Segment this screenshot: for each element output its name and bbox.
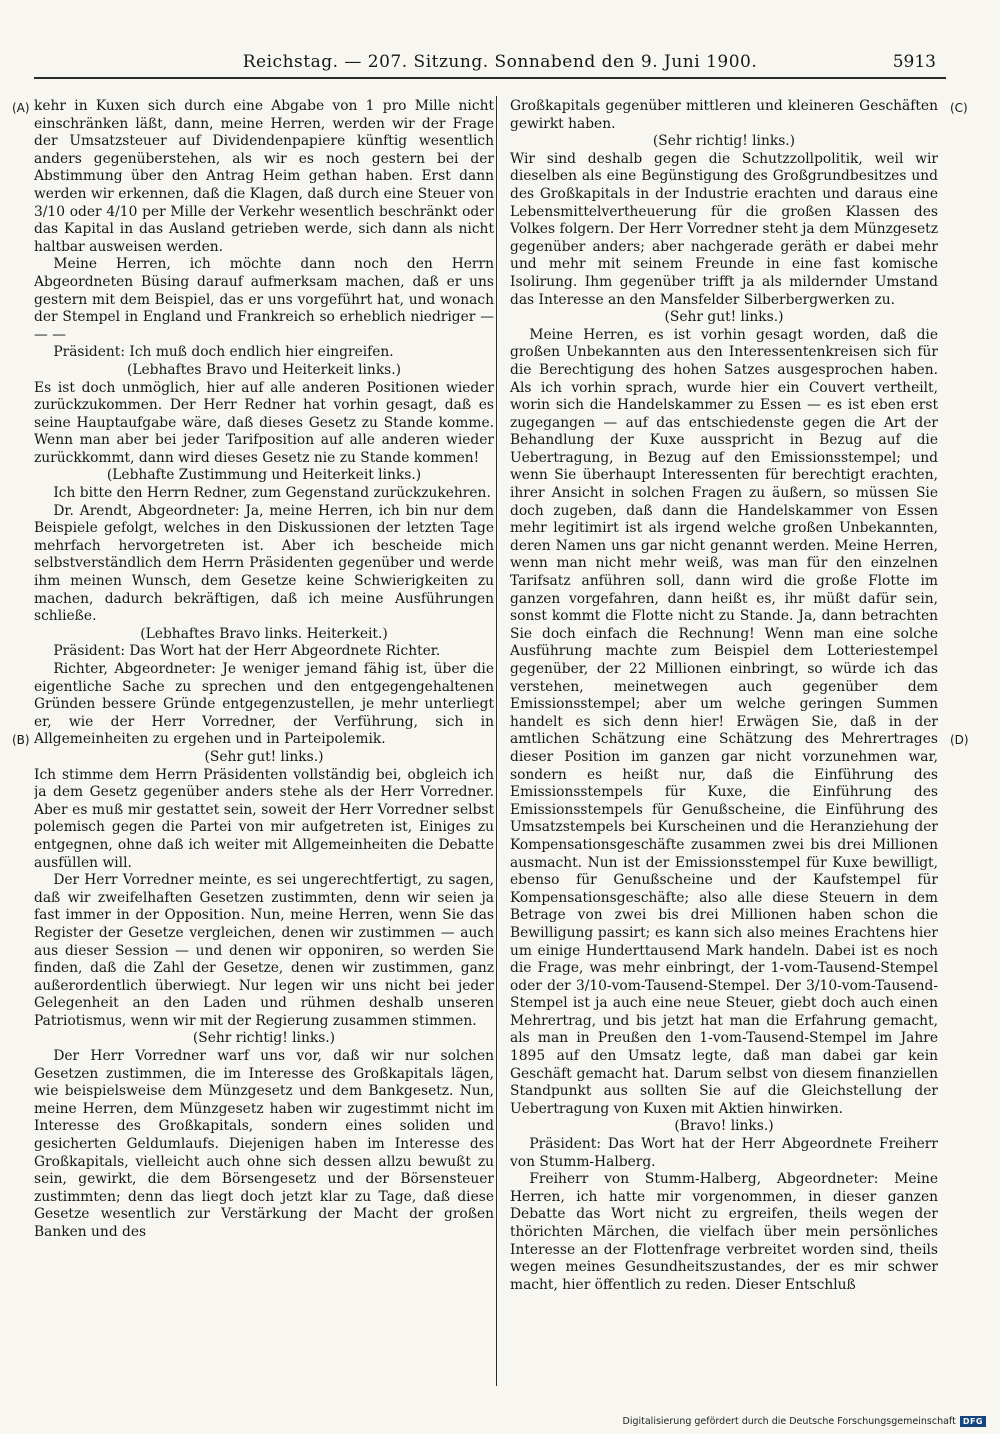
paragraph: Es ist doch unmöglich, hier auf alle anderen Positionen wieder zurückzukommen. Der Herr Redner hat vorhin gesagt, daß es seine Hauptaufgabe wäre, daß dieses Gesetz zu Stande komme. Wenn man aber bei jeder Tarifposition auf alle anderen wieder zurückkommt, dann wird dieses Gesetz nie zu Stande kommen!	[34, 379, 494, 466]
paragraph: Meine Herren, es ist vorhin gesagt worden, daß die großen Unbekannten aus den Interessentenkreisen sich für die Berechtigung des hohen Satzes ausgesprochen haben. Als ich vorhin sprach, wurde hier ein Couvert vertheilt, worin sich die Handelskammer zu Essen — es ist eben erst zugegangen — auf das entschiedenste gegen die Art der Behandlung der Kuxe ausspricht in Bezug auf die Uebertragung, in Bezug auf den Emissionsstempel; und wenn Sie überhaupt Interessenten für berechtigt erachten, ihrer Ansicht in solchen Fragen zu äußern, so müssen Sie doch zugeben, daß dann die Handelskammer von Essen mehr legitimirt ist als irgend welche großen Unbekannten, deren Namen uns gar nicht genannt werden. Meine Herren, wenn man nicht mehr weiß, was man für den einzelnen Tarifsatz anführen soll, dann wird die große Flotte im ganzen vorgefahren, dann heißt es, ihr müßt dafür sein, sonst kommt die Flotte nicht zu Stande. Ja, dann betrachten Sie doch einfach die Rechnung! Wenn man eine solche Ausführung machte zum Beispiel dem Lotteriestempel gegenüber, der 22 Millionen einbringt, so würde ich das verstehen, meinetwegen auch gegenüber dem Emissionsstempel; aber um welche geringen Summen handelt es sich denn hier! Erwägen Sie, daß in der amtlichen Schätzung eine Schätzung des Mehrertrages dieser Position im ganzen gar nicht vorzunehmen war, sondern es heißt nur, daß die Einführung des Emissionsstempels für Kuxe, die Einführung des Emissionsstempels für Genußscheine, die Einführung des Umsatzstempels bei Kurscheinen und die Heranziehung der Kompensationsgeschäfte zusammen zwei bis drei Millionen ausmacht. Nun ist der Emissionsstempel für Kuxe bewilligt, ebenso für Genußscheine und der Kaufstempel für Kompensationsgeschäfte; also alle diese Steuern in dem Betrage von zwei bis drei Millionen haben schon die Bewilligung passirt; es kann sich also meines Erachtens hier um einige Hunderttausend Mark handeln. Dabei ist es noch die Frage, was mehr einbringt, der 1-vom-Tausend-Stempel oder der 3/10-vom-Tausend-Stempel. Der 3/10-vom-Tausend-Stempel ist ja auch eine neue Steuer, giebt doch auch einen Mehrertrag, und bis jetzt hat man die Erfahrung gemacht, als man in Preußen den 1-vom-Tausend-Stempel im Jahre 1895 auf den Umsatz legte, daß man dabei gar kein Geschäft gemacht hat. Darum selbst von diesem finanziellen Standpunkt aus sollten Sie auf die Gleichstellung der Uebertragung von Kuxen mit Aktien hinwirken.	[510, 326, 938, 1117]
margin-marker-d: (D)	[950, 733, 969, 747]
speaker-paragraph: Präsident: Das Wort hat der Herr Abgeordnete Freiherr von Stumm-Halberg.	[510, 1136, 938, 1170]
speaker-paragraph: Präsident: Das Wort hat der Herr Abgeordnete Richter.	[53, 643, 441, 660]
running-title: Reichstag. — 207. Sitzung. Sonnabend den 9. Juni 1900.	[242, 52, 758, 72]
column-divider	[496, 96, 497, 1386]
digitization-credit	[623, 1414, 986, 1428]
margin-marker-b: (B)	[12, 733, 30, 747]
dfg-logo: DFG	[960, 1416, 986, 1427]
speaker-paragraph: Richter, Abgeordneter: Je weniger jemand fähig ist, über die eigentliche Sache zu sprechen und den entgegengehaltenen Gründen bessere Gründe entgegenzustellen, je mehr unterliegt er, wie der Herr Vorredner, der Verführung, sich in Allgemeinheiten zu ergehen und in Parteipolemik.	[34, 661, 494, 748]
page-header	[0, 0, 1000, 82]
interjection: (Lebhaftes Bravo und Heiterkeit links.)	[126, 361, 402, 378]
paragraph: Ich stimme dem Herrn Präsidenten vollständig bei, obgleich ich ja dem Gesetz gegenüber anders stehe als der Herr Vorredner. Aber es muß mir gestattet sein, soweit der Herr Vorredner selbst polemisch gegen die Partei von mir aufgetreten ist, Einiges zu entgegnen, ohne daß ich weiter mit Allgemeinheiten die Debatte ausfüllen will.	[34, 766, 494, 871]
left-column	[34, 98, 494, 1378]
paragraph: kehr in Kuxen sich durch eine Abgabe von 1 pro Mille nicht einschränken läßt, dann, meine Herren, werden wir der Frage der Umsatzsteuer auf Dividendenpapiere künftig wesentlich anders gegenüberstehen, als wir es noch gestern bei der Abstimmung über den Antrag Heim gethan haben. Erst dann werden wir erkennen, daß die Klagen, daß durch eine Steuer von 3/10 oder 4/10 per Mille der Verkehr wesentlich beschränkt oder das Kapital in das Ausland getrieben werde, sich dann als nicht haltbar ausweisen werden.	[34, 98, 494, 255]
interjection: (Sehr richtig! links.)	[652, 133, 796, 150]
speaker-paragraph: Dr. Arendt, Abgeordneter: Ja, meine Herren, ich bin nur dem Beispiele gefolgt, welches in den Diskussionen der letzten Tage mehrfach hervorgetreten ist. Aber ich bescheide mich selbstverständlich dem Herrn Präsidenten gegenüber und werde ihm meinen Wunsch, dem Gesetze keine Schwierigkeiten zu machen, dadurch bekräftigen, daß ich meine Ausführungen schließe.	[34, 502, 494, 625]
speaker-paragraph: Freiherr von Stumm-Halberg, Abgeordneter: Meine Herren, ich hatte mir vorgenommen, in dieser ganzen Debatte das Wort nicht zu ergreifen, theils wegen der thörichten Märchen, die vielfach über mein persönliches Interesse an der Flottenfrage verbreitet worden sind, theils wegen meines Gesundheitszustandes, der es mir schwer macht, hier öffentlich zu reden. Dieser Entschluß	[510, 1171, 938, 1293]
paragraph: Der Herr Vorredner meinte, es sei ungerechtfertigt, zu sagen, daß wir zweifelhaften Gesetzen zustimmten, denn wir seien ja fast immer in der Opposition. Nun, meine Herren, wenn Sie das Register der Gesetze vergleichen, denen wir zustimmen — auch aus dieser Session — und denen wir opponiren, so werden Sie finden, daß die Zahl der Gesetze, denen wir zustimmen, ganz außerordentlich überwiegt. Nur legen wir uns nicht bei jeder Gelegenheit an den Laden und rühmen deshalb unseren Patriotismus, wenn wir mit der Regierung zusammen stimmen.	[34, 872, 494, 1029]
paragraph: Großkapitals gegenüber mittleren und kleineren Geschäften gewirkt haben.	[510, 98, 938, 132]
paragraph: Wir sind deshalb gegen die Schutzzollpolitik, weil wir dieselben als eine Begünstigung des Großgrundbesitzes und des Großkapitals in der Industrie erachten und daraus eine Lebensmittelvertheuerung für die großen Klassen des Volkes folgern. Der Herr Vorredner steht ja dem Münzgesetz gegenüber anders; aber nachgerade geräth er dabei mehr und mehr mit seinem Freunde in eine fast komische Isolirung. Ihm gegenüber trifft ja als mildernder Umstand das Interesse an den Mansfelder Silberbergwerken zu.	[510, 150, 938, 308]
page-number: 5913	[892, 52, 936, 72]
paragraph: Meine Herren, ich möchte dann noch den Herrn Abgeordneten Büsing darauf aufmerksam machen, daß er uns gestern mit dem Beispiel, das er uns vorgeführt hat, und wonach der Stempel in England und Frankreich so erheblich niedriger — — —	[34, 256, 494, 343]
interjection: (Sehr richtig! links.)	[192, 1030, 336, 1047]
paragraph: Der Herr Vorredner warf uns vor, daß wir nur solchen Gesetzen zustimmen, die im Interesse des Großkapitals lägen, wie beispielsweise dem Münzgesetz und dem Bankgesetz. Nun, meine Herren, dem Münzgesetz haben wir zugestimmt nicht im Interesse des Großkapitals, sondern eines soliden und gesicherten Geldumlaufs. Diejenigen haben im Interesse des Großkapitals, vielleicht auch ohne sich dessen allzu bewußt zu sein, gewirkt, die dem Börsengesetz und der Börsensteuer zustimmten; denn das liegt doch jetzt klar zu Tage, daß diese Gesetze wesentlich zur Verstärkung der Macht der großen Banken und des	[34, 1048, 494, 1240]
right-column	[510, 98, 938, 1378]
margin-marker-a: (A)	[12, 101, 30, 115]
interjection: (Bravo! links.)	[674, 1118, 774, 1135]
interjection: (Lebhafte Zustimmung und Heiterkeit links.)	[106, 467, 422, 484]
header-rule	[34, 77, 946, 79]
speaker-paragraph: Präsident: Ich muß doch endlich hier eingreifen.	[53, 344, 394, 361]
interjection: (Sehr gut! links.)	[664, 309, 784, 326]
paragraph: Ich bitte den Herrn Redner, zum Gegenstand zurückzukehren.	[53, 485, 491, 502]
margin-marker-c: (C)	[950, 101, 968, 115]
interjection: (Sehr gut! links.)	[204, 748, 324, 765]
credit-text: Digitalisierung gefördert durch die Deutsche Forschungsgemeinschaft	[622, 1415, 956, 1427]
interjection: (Lebhaftes Bravo links. Heiterkeit.)	[140, 625, 388, 642]
